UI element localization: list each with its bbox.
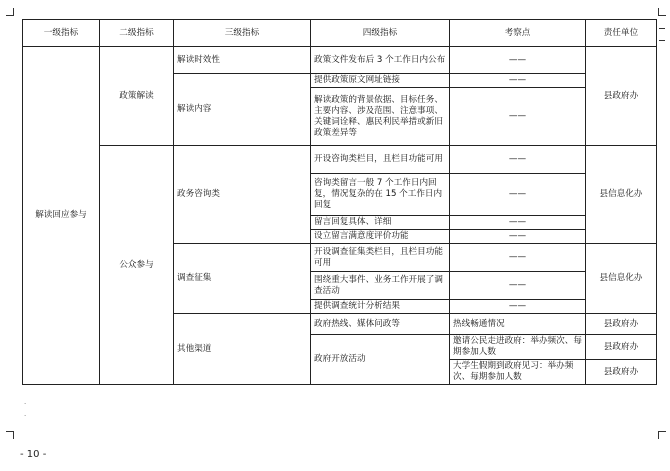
checkpoint-cell: ——: [450, 244, 586, 272]
header-checkpoint: 考察点: [450, 20, 586, 47]
unit-cell: 县政府办: [586, 360, 657, 385]
unit-cell: 县信息化办: [586, 146, 657, 244]
checkpoint-cell: ——: [450, 146, 586, 174]
header-level1: 一级指标: [23, 20, 100, 47]
level1-cell: 解读回应参与: [23, 47, 100, 385]
level4-cell: 开设调查征集类栏目，且栏目功能可用: [311, 244, 450, 272]
level4-cell: 咨询类留言一般 7 个工作日内回复，情况复杂的在 15 个工作日内回复: [311, 174, 450, 216]
header-level3: 三级指标: [174, 20, 311, 47]
level3-cell: 政务咨询类: [174, 146, 311, 244]
checkpoint-cell: ——: [450, 300, 586, 314]
level3-cell: 调查征集: [174, 244, 311, 314]
checkpoint-cell: ——: [450, 272, 586, 300]
level4-cell: 政府热线、媒体问政等: [311, 314, 450, 335]
paragraph-mark: .: [24, 398, 27, 406]
paragraph-mark: .: [24, 410, 27, 418]
checkpoint-cell: ——: [450, 174, 586, 216]
unit-cell: 县政府办: [586, 314, 657, 335]
checkpoint-cell: ——: [450, 88, 586, 146]
unit-cell: 县政府办: [586, 335, 657, 360]
table-row: [23, 47, 657, 74]
level3-cell: 解读内容: [174, 74, 311, 146]
unit-cell: 县政府办: [586, 47, 657, 146]
crop-mark: [6, 8, 14, 16]
header-level2: 二级指标: [100, 20, 174, 47]
checkpoint-cell: ——: [450, 216, 586, 230]
level2-cell: 公众参与: [100, 146, 174, 385]
header-level4: 四级指标: [311, 20, 450, 47]
level4-cell: 提供政策原文网址链接: [311, 74, 450, 88]
page-number: - 10 -: [20, 449, 47, 460]
crop-mark: [658, 8, 666, 16]
level3-cell: 解读时效性: [174, 47, 311, 74]
margin-mark: [659, 28, 665, 29]
checkpoint-cell: 热线畅通情况: [450, 314, 586, 335]
checkpoint-cell: ——: [450, 74, 586, 88]
margin-mark: [659, 40, 665, 41]
crop-mark: [658, 431, 666, 439]
checkpoint-cell: 邀请公民走进政府：举办频次、每期参加人数: [450, 335, 586, 360]
level4-cell: 解读政策的背景依据、目标任务、主要内容、涉及范围、注意事项、关键词诠释、惠民利民举措或新旧政策差异等: [311, 88, 450, 146]
level2-cell: 政策解读: [100, 47, 174, 146]
checkpoint-cell: ——: [450, 230, 586, 244]
table-row: [23, 146, 657, 174]
indicator-table: [22, 19, 657, 385]
level4-cell: 提供调查统计分析结果: [311, 300, 450, 314]
level3-cell: 其他渠道: [174, 314, 311, 385]
checkpoint-cell: ——: [450, 47, 586, 74]
level4-cell: 围绕重大事件、业务工作开展了调查活动: [311, 272, 450, 300]
level4-cell: 政府开放活动: [311, 335, 450, 385]
table-header-row: [23, 20, 657, 47]
level4-cell: 政策文件发布后 3 个工作日内公布: [311, 47, 450, 74]
unit-cell: 县信息化办: [586, 244, 657, 314]
level4-cell: 留言回复具体、详细: [311, 216, 450, 230]
crop-mark: [6, 431, 14, 439]
header-responsible-unit: 责任单位: [586, 20, 657, 47]
level4-cell: 开设咨询类栏目，且栏目功能可用: [311, 146, 450, 174]
checkpoint-cell: 大学生假期到政府见习：举办频次、每期参加人数: [450, 360, 586, 385]
level4-cell: 设立留言满意度评价功能: [311, 230, 450, 244]
